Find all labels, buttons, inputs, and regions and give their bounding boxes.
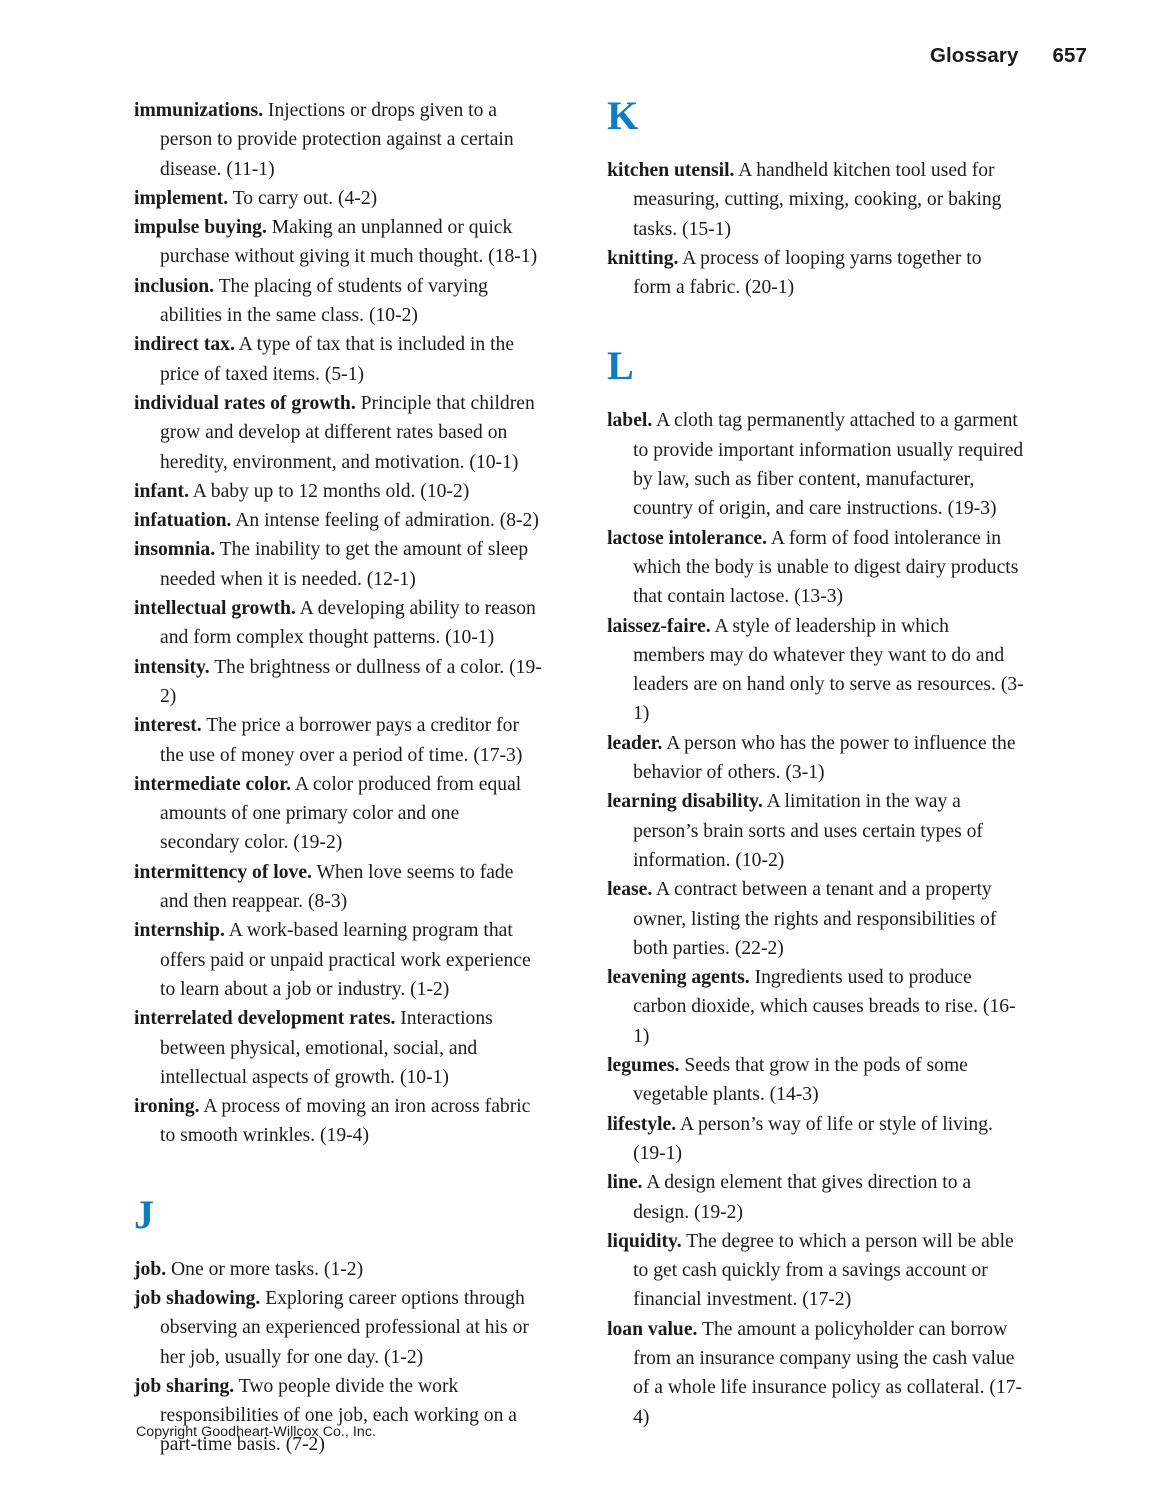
glossary-entry bbox=[134, 506, 542, 535]
glossary-definition: Principle that children grow and develop at different rates based on heredity, environment, and motivation. (10-1) bbox=[160, 392, 535, 473]
glossary-term: interrelated development rates. bbox=[134, 1008, 396, 1030]
glossary-term: implement. bbox=[134, 187, 229, 209]
glossary-definition: A work-based learning program that offers paid or unpaid practical work experience to learn about a job or industry. (1-2) bbox=[160, 920, 531, 1000]
glossary-entry bbox=[134, 1255, 542, 1284]
glossary-entry bbox=[607, 524, 1024, 612]
glossary-definition: Ingredients used to produce carbon dioxide, which causes breads to rise. (16-1) bbox=[633, 967, 1016, 1047]
glossary-term: indirect tax. bbox=[134, 334, 235, 356]
glossary-definition: A limitation in the way a person’s brain sorts and uses certain types of information. (10-2) bbox=[633, 791, 983, 871]
glossary-entry bbox=[607, 963, 1024, 1051]
glossary-term: intellectual growth. bbox=[134, 598, 296, 620]
glossary-definition: The price a borrower pays a creditor for the use of money over a period of time. (17-3) bbox=[160, 715, 523, 766]
glossary-term: job shadowing. bbox=[134, 1287, 261, 1309]
glossary-term: leavening agents. bbox=[607, 967, 750, 989]
glossary-definition: Exploring career options through observing an experienced professional at his or her job, usually for one day. (1-2) bbox=[160, 1287, 529, 1368]
glossary-definition: The placing of students of varying abilities in the same class. (10-2) bbox=[160, 275, 488, 327]
glossary-entry bbox=[134, 711, 542, 770]
glossary-entry bbox=[607, 612, 1024, 729]
glossary-entry bbox=[607, 406, 1024, 523]
page-number: 657 bbox=[1052, 44, 1087, 67]
glossary-entry bbox=[134, 653, 542, 712]
glossary-term: immunizations. bbox=[134, 100, 264, 121]
glossary-term: learning disability. bbox=[607, 791, 763, 813]
glossary-term: knitting. bbox=[607, 247, 679, 269]
glossary-term: intensity. bbox=[134, 656, 210, 678]
glossary-term: impulse buying. bbox=[134, 217, 267, 239]
glossary-definition: A cloth tag permanently attached to a garment to provide important information usually required by law, such as fiber content, manufacturer, country of origin, and care instructions. (19-3) bbox=[633, 410, 1024, 520]
glossary-definition: The degree to which a person will be able to get cash quickly from a savings account or financial investment. (17-2) bbox=[633, 1230, 1014, 1311]
glossary-entry bbox=[607, 1227, 1024, 1315]
glossary-entry bbox=[134, 1372, 542, 1460]
glossary-term: intermediate color. bbox=[134, 773, 292, 795]
glossary-entry bbox=[607, 1051, 1024, 1110]
glossary-term: intermittency of love. bbox=[134, 861, 312, 883]
glossary-term: infatuation. bbox=[134, 510, 232, 532]
glossary-term: insomnia. bbox=[134, 539, 216, 561]
glossary-term: lactose intolerance. bbox=[607, 527, 768, 549]
glossary-entry bbox=[134, 770, 542, 858]
glossary-entry bbox=[134, 96, 542, 184]
letter-heading-j: J bbox=[134, 1191, 154, 1237]
glossary-definition: A baby up to 12 months old. (10-2) bbox=[188, 480, 470, 502]
glossary-definition: An intense feeling of admiration. (8-2) bbox=[231, 510, 539, 532]
glossary-term: legumes. bbox=[607, 1055, 680, 1077]
glossary-definition: A developing ability to reason and form complex thought patterns. (10-1) bbox=[160, 598, 536, 649]
glossary-entry bbox=[134, 916, 542, 1004]
page-title: Glossary bbox=[929, 44, 1019, 67]
glossary-definition: A person’s way of life or style of living. (19-1) bbox=[633, 1113, 993, 1164]
glossary-definition: The amount a policyholder can borrow from an insurance company using the cash value of a whole life insurance policy as collateral. (17-4) bbox=[633, 1318, 1023, 1428]
glossary-term: laissez-faire. bbox=[607, 615, 711, 637]
glossary-definition: Two people divide the work responsibilities of one job, each working on a part-time basis. (7-2) bbox=[160, 1375, 517, 1456]
glossary-entry bbox=[134, 535, 542, 594]
glossary-definition: Interactions between physical, emotional, social, and intellectual aspects of growth. (10-1) bbox=[160, 1008, 493, 1088]
glossary-entry bbox=[607, 787, 1024, 875]
glossary-entry bbox=[607, 1110, 1024, 1169]
glossary-term: ironing. bbox=[134, 1096, 200, 1118]
running-head bbox=[930, 44, 1087, 68]
glossary-entry bbox=[134, 858, 542, 917]
glossary-entry bbox=[134, 1004, 542, 1092]
glossary-term: leader. bbox=[607, 732, 663, 754]
footer-copyright: Copyright Goodheart-Willcox Co., Inc. bbox=[136, 1424, 376, 1440]
glossary-definition: The inability to get the amount of sleep needed when it is needed. (12-1) bbox=[160, 539, 529, 590]
glossary-entry bbox=[607, 1315, 1024, 1432]
glossary-definition: Injections or drops given to a person to provide protection against a certain disease. (11-1) bbox=[160, 100, 514, 180]
glossary-definition: A handheld kitchen tool used for measuring, cutting, mixing, cooking, or baking tasks. (15-1) bbox=[633, 160, 1002, 240]
glossary-entry bbox=[134, 594, 542, 653]
glossary-entry bbox=[134, 1284, 542, 1372]
glossary-term: liquidity. bbox=[607, 1230, 682, 1252]
glossary-definition: Seeds that grow in the pods of some vegetable plants. (14-3) bbox=[633, 1055, 968, 1106]
glossary-term: individual rates of growth. bbox=[134, 392, 356, 414]
glossary-term: inclusion. bbox=[134, 275, 215, 297]
glossary-definition: A design element that gives direction to a design. (19-2) bbox=[633, 1172, 972, 1223]
glossary-term: kitchen utensil. bbox=[607, 160, 735, 181]
glossary-entry bbox=[134, 1092, 542, 1151]
glossary-definition: A person who has the power to influence the behavior of others. (3-1) bbox=[633, 732, 1016, 784]
glossary-entry bbox=[134, 213, 542, 272]
glossary-definition: The brightness or dullness of a color. (19-2) bbox=[160, 656, 542, 707]
glossary-entry bbox=[134, 389, 542, 477]
glossary-definition: One or more tasks. (1-2) bbox=[166, 1258, 364, 1280]
glossary-entry bbox=[134, 477, 542, 506]
glossary-definition: When love seems to fade and then reappear. (8-3) bbox=[160, 861, 514, 913]
glossary-entry bbox=[607, 1168, 1024, 1227]
glossary-column-right bbox=[607, 93, 1024, 1428]
letter-heading-k: K bbox=[607, 93, 639, 138]
glossary-term: internship. bbox=[134, 920, 225, 942]
glossary-definition: A process of looping yarns together to form a fabric. (20-1) bbox=[633, 247, 982, 299]
glossary-definition: A type of tax that is included in the price of taxed items. (5-1) bbox=[160, 334, 515, 385]
glossary-entry bbox=[607, 244, 1024, 303]
glossary-definition: A process of moving an iron across fabric to smooth wrinkles. (19-4) bbox=[160, 1096, 531, 1147]
glossary-definition: Making an unplanned or quick purchase without giving it much thought. (18-1) bbox=[160, 217, 538, 268]
glossary-term: infant. bbox=[134, 480, 189, 502]
glossary-entry bbox=[134, 184, 542, 213]
glossary-definition: A form of food intolerance in which the body is unable to digest dairy products that contain lactose. (13-3) bbox=[633, 527, 1019, 608]
glossary-entry bbox=[607, 156, 1024, 244]
glossary-term: line. bbox=[607, 1172, 643, 1194]
glossary-term: loan value. bbox=[607, 1318, 698, 1340]
glossary-definition: A style of leadership in which members may do whatever they want to do and leaders are on hand only to serve as resources. (3-1) bbox=[633, 615, 1024, 725]
glossary-term: lease. bbox=[607, 879, 653, 901]
glossary-definition: A color produced from equal amounts of one primary color and one secondary color. (19-2) bbox=[160, 773, 522, 854]
glossary-definition: To carry out. (4-2) bbox=[228, 187, 378, 209]
letter-heading-l: L bbox=[607, 343, 634, 389]
glossary-entry bbox=[607, 875, 1024, 963]
glossary-term: interest. bbox=[134, 715, 202, 737]
glossary-definition: A contract between a tenant and a property owner, listing the rights and responsibilities of both parties. (22-2) bbox=[633, 879, 997, 959]
glossary-term: job. bbox=[134, 1258, 167, 1280]
glossary-entry bbox=[134, 272, 542, 331]
glossary-term: job sharing. bbox=[134, 1375, 235, 1397]
glossary-entry bbox=[134, 330, 542, 389]
glossary-term: label. bbox=[607, 410, 653, 432]
glossary-entry bbox=[607, 729, 1024, 788]
glossary-term: lifestyle. bbox=[607, 1113, 677, 1135]
